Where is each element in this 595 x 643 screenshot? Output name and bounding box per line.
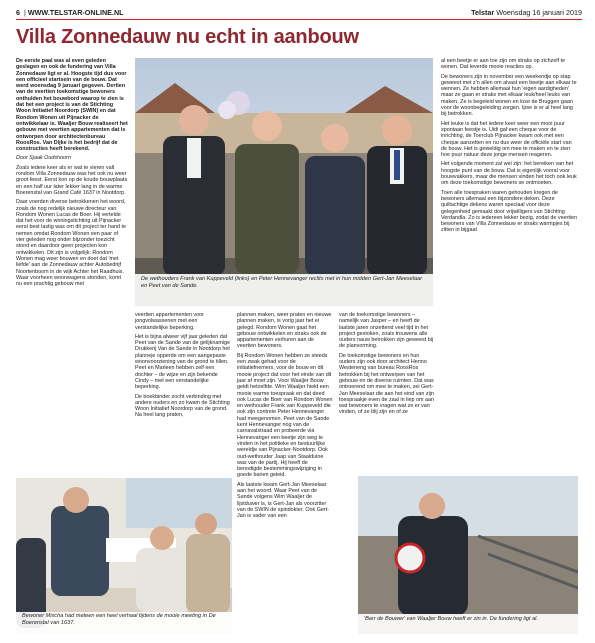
byline: Door Sjaak Oudshoorn [16, 155, 71, 162]
bottom-left-photo [16, 478, 232, 634]
bottom-right-photo [358, 476, 578, 634]
top-photo [135, 58, 433, 306]
article-column-2 [135, 312, 231, 422]
paper-name: Telstar [471, 8, 495, 17]
paragraph: Het is bijna alweer vijf jaar geleden dat Peet van de Sande van de gelijknamige Drukkerij Van de Sande in Nootdorp het planneje opperde om een aangepaste woonvoorziening van de grond te tillen. Peet en Marleen hebben zelf een dochter – de wijze en zijn bekende Cindy – met een verstandelijke beperking. [135, 333, 231, 391]
paragraph: De bewoners zijn in november een weekendje op stap geweest met z'n allen om alvast een beetje aan elkaar te wennen. Ze hebben allemaal hun 'eigen aardigheden' maar ze gaan er straks met elkaar leuk/heel leuks van maken. Ze is begeleid wonen en lose de Bruggen gaan voor de woonbegeleiding zorgen. Ipse is er al heel lang bij betrokken. [441, 73, 577, 118]
top-photo-caption: De wethouders Frank van Kuppeveld (links) en Peter Hennevanger reclits met in hun midden Gert-Jan Meeselaar en Peet van de Sande. [141, 276, 423, 289]
construction-photo-illustration [358, 476, 578, 634]
article-column-4 [339, 312, 435, 419]
paragraph: Het leuke is dat het iedere keer weer een mooi puur spontaan feestje is. Uidi gaf een cheque voor de inrichting, de Toerclub Pijnacker kwam ook met een cheque aanzetten en nu dus weer de officiële start van de bouw. Het is geweldig om mee te maken en te zien hoe puur natuur deze jonge mensen reageren. [441, 120, 572, 159]
page-header [16, 6, 582, 20]
paragraph: veertien appartementen voor jongvolwassenen met een verstandelijke beperking. [135, 312, 204, 331]
paragraph: De toekomstige bewoners en hun ouders zijn ook door architect Henno Westeneng van bureau RoosRos betrokken bij het ontwerpen van het gebouw en de diverse ruimten. Dat was ontroerend om mee te maken, zei Gert-Jan Meeselaar die aan het eind van zijn toespraakje even de zaal in liep om aan wat bewoners te vragen wat ze er van vinden, of ze blij zijn en of ze [339, 352, 434, 416]
paragraph: De boekbinder zocht verbinding met andere ouders en zo kwam de Stichting Woon Initiatief Noordorp van de grond. Na heel lang praten, [135, 393, 230, 419]
paragraph: al een beetje er aan toe zijn om straks op zichzelf te wonen. Dat leverde mooie reacties op. [441, 58, 566, 71]
header-right [471, 8, 582, 17]
paragraph: plannen maken, weer praten en nieuwe plannen maken, is vorig jaar het ei gelegd. Rondom Wonen gaat het gebouw ontwikkelen en straks ook de appartementen verhuren aan de veertien bewoners. [237, 312, 332, 350]
article-lead: De eerste paal was al even geleden geslagen en ook de fundering van Villa Zonnedauw ligt er al. Hoogste tijd dus voor een officieel startsein van de bouw. Dat werd woensdag 9 januari gegeven. Dertien van de veertien toekomstige bewoners onthulden het bouwbord waarop te zien is dat het een project is van de Stichting Woon Initiatief Noordorp (SWIN) en dat Rondom Wonen uit Pijnacker de ontwikkelaar is. Waaljer Bouw realiseert het gebouw met veertien appartementen dat is ontworpen door architectenbureau RoosRos. Van Dijke is het bedrijf dat de constructies heeft berekend. [16, 58, 128, 153]
header-rule [16, 19, 582, 20]
bottom-left-caption: Bewoner Mischa had meteen een heel verhaal tijdens de mooie meeting in De Boerenstal van 1637. [22, 613, 216, 626]
paragraph: Het volgende moment zal wel zijn: het bereiken van het hoogste punt van de bouw. Dat is eigenlijk vooral voor bouwvakkers, maar die mensen vinden het toch ook leuk om deze toekomstige bewoners se ontmoeten. [441, 161, 577, 187]
paragraph: Toen alle toespraken waren gehouden kregen de bewoners allemaal een bijzondere deken. Deze quiltachtige dekens waren speciaal voor deze gelegenheid gemaakt door vrijwilligers van Stichting Verdandla. Zo is iedereen lekker bezig, zodat de veertien bewoners van Villa Zonnedauw er straks warmpjes bij zitten in bijgaat [441, 189, 578, 234]
article-column-3 [237, 312, 333, 523]
paragraph: Zoals iedere keer als er wat te vieren valt rondom Villa Zonnedauw was het ook nu weer groot feest. Eerst kon op de koude bouwplaats en een half uur later lekker lang in de warme Boerenstal van Grand Café 1637 in Nootdorp. [16, 164, 128, 196]
paragraph: van de toekomstige bewoners – namelijk van Jasper – en heeft de laatste jaren onzettend veel tijd in het project gestoken, zoals trouwens alle ouders nauw betrokken zijn geweest bij de planvorming. [339, 312, 434, 350]
group-photo-illustration [135, 58, 433, 306]
header-left: 6 | WWW.TELSTAR-ONLINE.NL [16, 8, 124, 17]
paragraph: Als laatste kwam Gert-Jan Meeselaar aan het woord. Waar Peet van de Sande volgens Wim Waaljer de lijstduwer is, is Gert-Jan als voorzitter van de SWIN de spindokter. Ook Gert-Jan is vader van een [237, 481, 329, 520]
paragraph: Daar voerden diverse betrokkenen het woord, zoals de nog redelijk nieuwe directeur van Rondom Wonen Lucas de Boer. Hij vertelde dat het voor de woningstichting uit Pijnacker eerst best lastig was om dit project ter hand te nemen omdat Rondom Wonen een paar of vier geleden nog onder bijzonder toezicht stond en daardoor geen projecten kon ontwikkelen. Dit zijn is volgelijk: Rondom Wonen mag weer bouwen en doet dat 'met liefde' aan de Zonnedauw achter Autobedrijf Noortenboom in de wijk Achter het Raadhuis. Waar voorheen woonwagens stonden, komt nu een prachtig gebouw met [16, 199, 126, 288]
page-number: 6 [16, 8, 20, 17]
site-url[interactable]: WWW.TELSTAR-ONLINE.NL [27, 8, 124, 17]
meeting-photo-illustration [16, 478, 232, 634]
paragraph: Bij Rondom Wonen hebben ze steeds een zwak gehad voor de initiatiefnemers, voor de bouw en dit mooie project dat voor het einde van dit jaar af moet zijn. Voor Waaljer Bouw geldt hetzelfde. Wim Waaljer hield een mooie warme toespraak en dat deed ook Lucas de Boer van Rondom Wonen en wethouder Frank van Kuppeveld die ook zijn contreie Peter Hennevanger had meegenomen. Peet van de Sande kent Hennevanger nog van de carnavalstraad en probeerde via Hennevanger een beetje zijn weg te vinden in het politieke en bestuurlijke wereldje van Pijnacker-Nootdorp. Ook oud-wethouder Jaap van Staalduine was van de partij. Hij heeft de benodigde bestemmingswijziging in goede banen geleid. [237, 352, 333, 479]
article-column-5 [441, 58, 579, 237]
issue-date: Woensdag 16 januari 2019 [496, 8, 582, 17]
article-column-1 [16, 58, 128, 290]
bottom-right-caption: 'Barr de Bouwer' van Waaljer Bouw heeft er zin in. De fundering ligt al. [364, 616, 538, 622]
article-headline: Villa Zonnedauw nu echt in aanbouw [16, 26, 359, 48]
